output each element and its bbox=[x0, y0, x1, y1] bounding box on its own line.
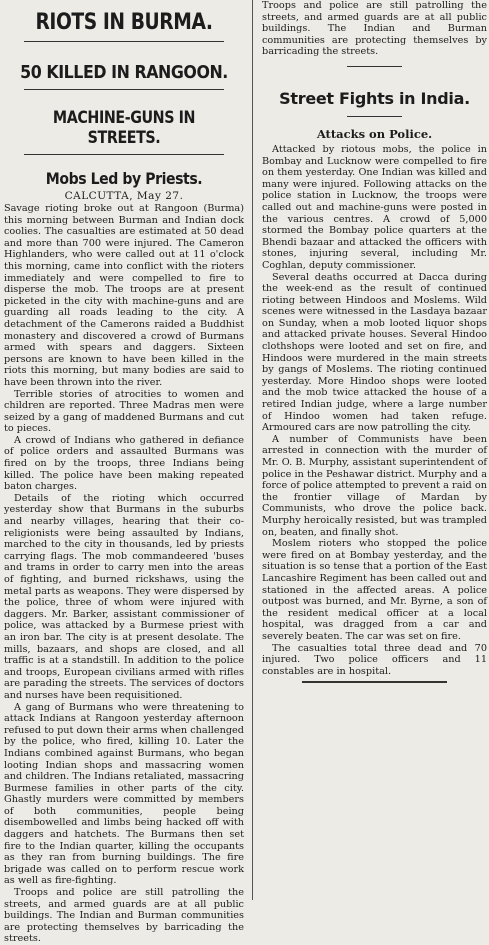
article-paragraph: Savage rioting broke out at Rangoon (Burma) this morning between Burman and Indian dock coolies. The casualties are estimated at 50 dead and more than 700 were injured. The Cameron Highlanders, who were called out at 11 o'clock this morning, came into conflict with the rioters immediately and were compelled to fire to disperse the mob. The troops are at present picketed in the city with machine-guns and are guarding all roads leading to the city. A detachment of the Camerons raided a Buddhist monastery and discovered a crowd of Burmans armed with spears and daggers. Sixteen persons are known to have been killed in the riots this morning, but many bodies are said to have been thrown into the river. bbox=[4, 203, 244, 388]
article-continuation: Troops and police are still patrolling the streets, and armed guards are at all public buildings. The Indian and Burman communities are protecting themselves by barricading the streets. bbox=[262, 0, 487, 58]
divider bbox=[24, 41, 224, 42]
headline-riots-in-burma: RIOTS IN BURMA. bbox=[35, 10, 213, 35]
divider bbox=[24, 154, 224, 155]
article-body-left bbox=[4, 203, 244, 945]
article-paragraph: The casualties total three dead and 70 injured. Two police officers and 11 constables are in hospital. bbox=[262, 642, 487, 677]
article-body-right bbox=[262, 144, 487, 677]
article-paragraph: A crowd of Indians who gathered in defiance of police orders and assaulted Burmans was fired on by the troops, three Indians being killed. The police have been making repeated baton charges. bbox=[4, 434, 244, 493]
article-paragraph: Details of the rioting which occurred yesterday show that Burmans in the suburbs and nearby villages, hearing that their co-religionists were being assaulted by Indians, marched to the city in thousands, led by priests carrying flags. The mob commandeered 'buses and trams in order to carry men into the areas of fighting, and burned rickshaws, using the metal parts as weapons. They were dispersed by the police, three of whom were injured with daggers. Mr. Barker, assistant commissioner of police, was attacked by a Burmese priest with an iron bar. The city is at present desolate. The mills, bazaars, and shops are closed, and all traffic is at a standstill. In addition to the police and troops, European civilians armed with rifles are parading the streets. The services of doctors and nurses have been requisitioned. bbox=[4, 492, 244, 701]
article-paragraph: A gang of Burmans who were threatening to attack Indians at Rangoon yesterday afternoon refused to put down their arms when challenged by the police, who fired, killing 10. Later the Indians combined against Burmans, who began looting Indian shops and massacring women and children. The Indians retaliated, massacring Burmese families in other parts of the city. Ghastly murders were committed by members of both communities, people being disembowelled and limbs being hacked off with daggers and hatchets. The Burmans then set fire to the Indian quarter, killing the occupants as they ran from burning buildings. The fire brigade was called on to perform rescue work as well as fire-fighting. bbox=[4, 701, 244, 887]
right-column bbox=[262, 0, 487, 900]
article-paragraph: Troops and police are still patrolling the streets, and armed guards are at all public buildings. The Indian and Burman communities are protecting themselves by barricading the streets. bbox=[4, 887, 244, 945]
headline-mobs-led-by-priests: Mobs Led by Priests. bbox=[45, 169, 203, 188]
headline-machine-guns: MACHINE-GUNS IN STREETS. bbox=[52, 108, 196, 148]
left-column bbox=[4, 0, 244, 945]
divider bbox=[347, 116, 402, 117]
dateline: CALCUTTA, May 27. bbox=[64, 190, 184, 202]
headline-street-fights-in-india: Street Fights in India. bbox=[279, 88, 470, 108]
article-paragraph: Terrible stories of atrocities to women and children are reported. Three Madras men were seized by a gang of maddened Burmans and cut to pieces. bbox=[4, 388, 244, 435]
column-rule bbox=[252, 0, 253, 900]
article-paragraph: Moslem rioters who stopped the police were fired on at Bombay yesterday, and the situation is so tense that a portion of the East Lancashire Regiment has been called out and stationed in the affected areas. A police outpost was burned, and Mr. Byrne, a son of the resident medical officer at a local hospital, was dragged from a car and severely beaten. The car was set on fire. bbox=[262, 538, 487, 642]
subheading-attacks-on-police: Attacks on Police. bbox=[316, 126, 433, 141]
article-paragraph: Attacked by riotous mobs, the police in Bombay and Lucknow were compelled to fire on them yesterday. One Indian was killed and many were injured. Following attacks on the police station in Lucknow, the troops were called out and machine-guns were posted in the various centres. A crowd of 5,000 stormed the Bombay police quarters at the Bhendi bazaar and attacked the officers with stones, injuring several, including Mr. Coghlan, deputy commissioner. bbox=[262, 143, 487, 271]
headline-50-killed: 50 KILLED IN RANGOON. bbox=[20, 62, 228, 83]
end-of-article-rule bbox=[302, 681, 447, 683]
divider bbox=[24, 89, 224, 90]
article-paragraph: A number of Communists have been arrested in connection with the murder of Mr. O. B. Murphy, assistant superintendent of police in the Peshawar district. Murphy and a force of police attempted to prevent a raid on the frontier village of Mardan by Communists, who drove the police back. Murphy heroically resisted, but was trampled on, beaten, and finally shot. bbox=[262, 433, 487, 538]
divider bbox=[347, 66, 402, 67]
article-paragraph: Several deaths occurred at Dacca during the week-end as the result of continued rioting between Hindoos and Moslems. Wild scenes were witnessed in the Lasdaya bazaar on Sunday, when a mob looted liquor shops and attacked private houses. Several Hindoo clothshops were looted and set on fire, and Hindoos were murdered in the main streets by gangs of Moslems. The rioting continued yesterday. More Hindoo shops were looted and the mob twice attacked the house of a retired Indian judge, where a large number of Hindoo women had taken refuge. Armoured cars are now patrolling the city. bbox=[262, 271, 487, 434]
